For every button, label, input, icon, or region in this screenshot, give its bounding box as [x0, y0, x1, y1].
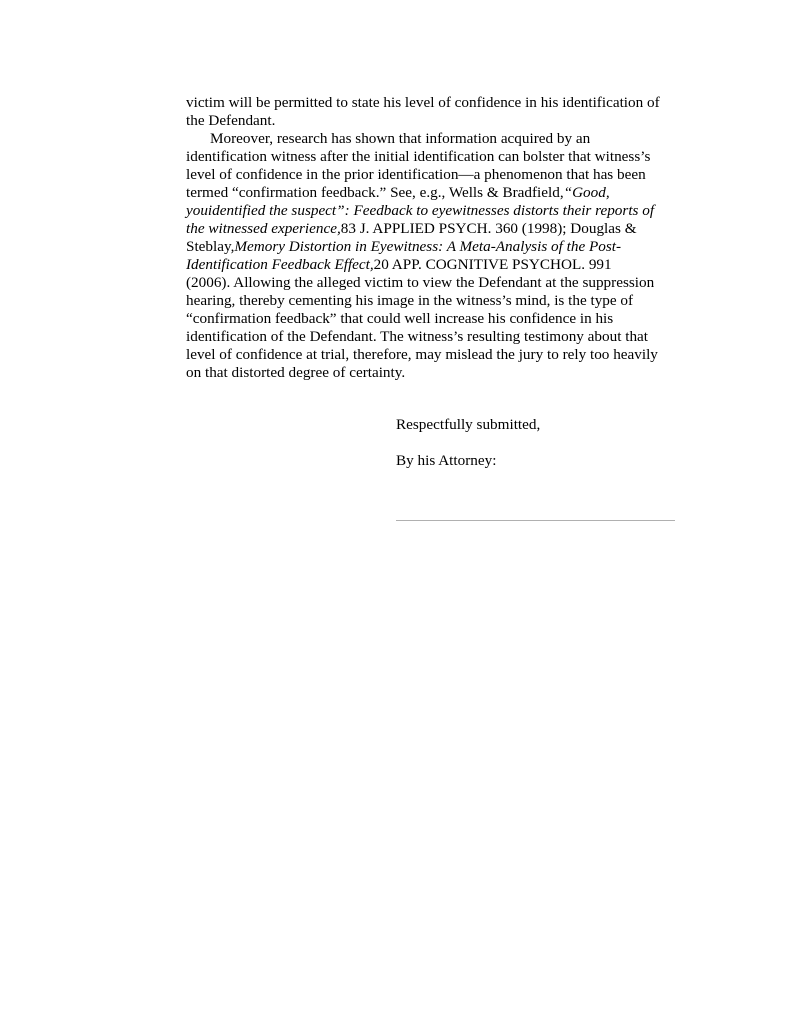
text-segment: 83 J. APPLIED PSYCH. 360 (1998); Douglas & — [340, 220, 637, 237]
text-segment: victim will be permitted to state his level of confidence in his identification of — [186, 94, 660, 111]
text-line — [186, 94, 660, 112]
text-segment: hearing, thereby cementing his image in the witness’s mind, is the type of — [186, 292, 634, 309]
text-segment: “confirmation feedback” that could well increase his confidence in his — [186, 310, 614, 327]
paragraph-start-line — [210, 130, 590, 148]
text-line — [186, 346, 658, 364]
text-segment: identification of the Defendant. The witness’s resulting testimony about that — [186, 328, 648, 345]
citation-title: “Good, — [563, 184, 610, 201]
text-line — [186, 364, 405, 382]
text-line — [186, 292, 633, 310]
text-segment: level of confidence in the prior identification—a phenomenon that has been — [186, 166, 646, 183]
text-segment: Moreover, research has shown that information acquired by an — [210, 130, 591, 147]
text-line — [186, 310, 613, 328]
text-line — [186, 220, 637, 238]
text-segment: (2006). Allowing the alleged victim to view the Defendant at the suppression — [186, 274, 655, 291]
citation-title: Memory Distortion in Eyewitness: A Meta-Analysis of the Post- — [234, 238, 622, 255]
text-line — [186, 238, 621, 256]
text-line — [186, 274, 654, 292]
signature-by-line: By his Attorney: — [396, 452, 497, 469]
text-segment: the Defendant. — [186, 112, 276, 129]
citation-title: Identification Feedback Effect, — [186, 256, 374, 273]
text-line — [186, 184, 610, 202]
signature-closing: Respectfully submitted, — [396, 416, 541, 433]
text-line — [186, 166, 646, 184]
text-line — [186, 148, 650, 166]
text-segment: identification witness after the initial identification can bolster that witness’s — [186, 148, 651, 165]
text-segment: Steblay, — [186, 238, 235, 255]
text-segment: level of confidence at trial, therefore, may mislead the jury to rely too heavily — [186, 346, 658, 363]
text-line — [186, 112, 275, 130]
signature-rule — [396, 520, 675, 521]
text-line — [186, 256, 612, 274]
text-line — [186, 202, 654, 220]
citation-title: the witnessed experience, — [186, 220, 341, 237]
text-segment: termed “confirmation feedback.” See, e.g., Wells & Bradfield, — [186, 184, 564, 201]
text-segment: 20 APP. COGNITIVE PSYCHOL. 991 — [373, 256, 612, 273]
text-segment: on that distorted degree of certainty. — [186, 364, 406, 381]
citation-title: youidentified the suspect”: Feedback to eyewitnesses distorts their reports of — [186, 202, 655, 219]
text-line — [186, 328, 648, 346]
